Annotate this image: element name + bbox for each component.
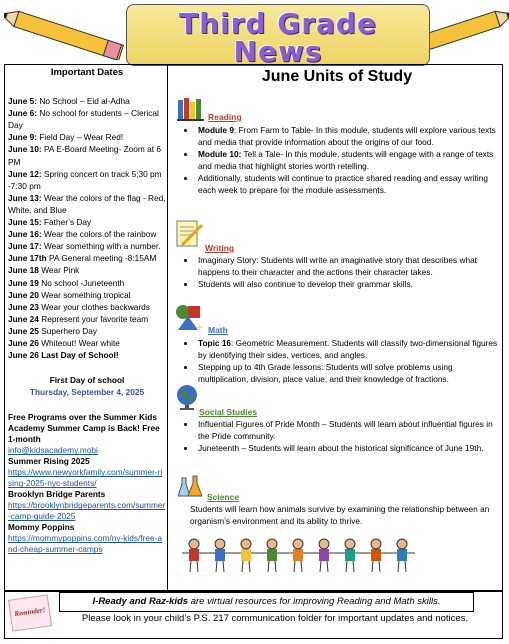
reading-list-wrap bbox=[178, 124, 500, 196]
dates-list bbox=[8, 95, 166, 361]
writing-list-wrap bbox=[178, 254, 500, 290]
science-heading: Science bbox=[207, 492, 240, 502]
summer-rising-label: Summer Rising 2025 bbox=[8, 456, 90, 467]
date-label: June 17th bbox=[8, 253, 47, 264]
mommy-poppins-link[interactable]: https://mommypoppins.com/ny-kids/free-and-cheap-summer-camps bbox=[8, 533, 163, 555]
bullet-bold: Topic 16 bbox=[198, 338, 232, 348]
bullet-text: Stepping up to 4th Grade lessons: Students will solve problems using multiplication, division, place value, and their knowledge of fractions. bbox=[198, 362, 453, 384]
math-section bbox=[208, 324, 228, 336]
svg-text:+: + bbox=[196, 323, 204, 332]
writing-list bbox=[178, 254, 500, 290]
math-heading: Math bbox=[208, 325, 228, 335]
date-text: Spring concert on track 5:30 pm -7:30 pm bbox=[8, 168, 162, 191]
reading-section bbox=[208, 111, 242, 123]
date-label: June 10: bbox=[8, 144, 42, 155]
bullet-text: : Geometric Measurement. Students will classify two-dimensional figures by identifying their sides, vertices, and angles. bbox=[198, 338, 498, 360]
programs-intro: Free Programs over the Summer Kids Academy Summer Camp is Back! Free 1-month bbox=[8, 412, 160, 445]
date-label: June 23 bbox=[8, 301, 39, 312]
date-text: Wear your clothes backwards bbox=[38, 301, 150, 312]
date-text: Field Day – Wear Red! bbox=[37, 132, 124, 143]
date-text: Wear the colors of the flag - Red, White, and Blue bbox=[8, 192, 166, 215]
units-title: June Units of Study bbox=[261, 68, 413, 85]
communication-folder-note: Please look in your child’s P.S. 217 communication folder for important updates and notices. bbox=[81, 613, 469, 624]
bullet-item: • Influential Figures of Pride Month – Students will learn about influential figures in the Pride community. bbox=[196, 418, 500, 442]
iready-notice bbox=[59, 592, 474, 612]
date-item bbox=[8, 143, 166, 167]
social-section bbox=[199, 406, 257, 418]
date-label: June 20 bbox=[8, 289, 39, 300]
bullet-item bbox=[196, 124, 500, 148]
social-list-wrap bbox=[178, 418, 500, 454]
date-text: Superhero Day bbox=[38, 325, 98, 336]
date-label: June 13: bbox=[8, 192, 42, 203]
date-item bbox=[8, 337, 166, 349]
bullet-bold: Module 10: bbox=[198, 149, 242, 159]
date-item bbox=[8, 349, 166, 361]
date-item bbox=[8, 216, 166, 228]
bullet-item: • Imaginary Story: Students will write an imaginative story that describes what happens to their character and the actions their character takes. bbox=[196, 254, 500, 278]
date-label: June 5: bbox=[8, 96, 38, 107]
date-label: June 17: bbox=[8, 241, 42, 252]
summer-rising-link[interactable]: https://www.newyorkfamily.com/summer-rising-2025-nyc-students/ bbox=[8, 467, 163, 489]
newsletter-banner bbox=[126, 4, 430, 66]
date-text: Wear Pink bbox=[38, 265, 80, 276]
pencil-left-icon bbox=[4, 10, 134, 65]
date-text: Last Day of School! bbox=[38, 350, 119, 361]
bullet-item bbox=[196, 337, 500, 361]
mommy-poppins-label: Mommy Poppins bbox=[8, 522, 75, 533]
math-blocks-icon bbox=[174, 302, 206, 337]
date-item bbox=[8, 264, 166, 276]
bullet-bold: Module 9 bbox=[198, 125, 234, 135]
date-text: No school -Juneteenth bbox=[38, 277, 125, 288]
date-text: No School – Eid al-Adha bbox=[37, 96, 130, 107]
bullet-item bbox=[196, 148, 500, 172]
bullet-item: • Juneteenth – Students will learn about the historical significance of June 19th. bbox=[196, 442, 500, 454]
date-item bbox=[8, 107, 166, 131]
important-dates-heading: Important Dates bbox=[50, 67, 124, 78]
reminder-note-icon: Reminder! bbox=[8, 594, 52, 631]
date-item bbox=[8, 277, 166, 289]
writing-heading: Writing bbox=[205, 243, 235, 253]
brooklyn-link[interactable]: https://brooklynbridgeparents.com/summer-camp-guide-2025 bbox=[8, 500, 166, 522]
social-heading: Social Studies bbox=[199, 407, 258, 417]
date-label: June 16: bbox=[8, 229, 42, 240]
banner-line-1: Third Grade bbox=[179, 7, 377, 40]
date-text: No school for students – Clerical Day bbox=[8, 108, 159, 131]
date-item bbox=[8, 192, 166, 216]
date-text: Whiteout! Wear white bbox=[38, 337, 120, 348]
reading-heading: Reading bbox=[208, 112, 242, 122]
bullet-item bbox=[196, 361, 500, 385]
kids-holding-hands-icon bbox=[182, 536, 432, 581]
date-text: Wear something tropical bbox=[38, 289, 131, 300]
globe-icon bbox=[174, 383, 200, 416]
date-item bbox=[8, 252, 166, 264]
bullet-text: Tell a Tale- In this module, students will engage with a range of texts and media that highlight stories worth retelling. bbox=[198, 149, 494, 171]
bullet-text: : From Farm to Table- In this module, students will explore various texts and media that provide information about the origins of our food. bbox=[198, 125, 496, 147]
date-label: June 6: bbox=[8, 108, 38, 119]
first-day-label: First Day of school bbox=[49, 375, 125, 386]
social-list bbox=[178, 418, 500, 454]
date-label: June 9: bbox=[8, 132, 38, 143]
bullet-item: • Students will also continue to develop their grammar skills. bbox=[196, 278, 500, 290]
date-label: June 26 bbox=[8, 350, 39, 361]
bullet-text: Additionally, students will continue to practice shared reading and essay writing each week to prepare for the module assessments. bbox=[198, 173, 488, 195]
date-label: June 24 bbox=[8, 313, 39, 324]
iready-rest: are virtual resources for improving Reading and Math skills. bbox=[188, 596, 441, 607]
kids-academy-email-link[interactable]: info@kidsacademy.mobi bbox=[8, 445, 98, 456]
date-item bbox=[8, 289, 166, 301]
date-label: June 19 bbox=[8, 277, 39, 288]
date-item bbox=[8, 240, 166, 252]
column-divider bbox=[167, 64, 168, 591]
brooklyn-label: Brooklyn Bridge Parents bbox=[8, 489, 106, 500]
date-text: Represent your favorite team bbox=[38, 313, 149, 324]
date-text: Father’s Day bbox=[41, 217, 92, 228]
important-dates-column bbox=[8, 67, 166, 555]
date-text: PA E-Board Meeting- Zoom at 6 PM bbox=[8, 144, 161, 167]
iready-bold: I-Ready and Raz-kids bbox=[92, 596, 189, 607]
date-label: June 12: bbox=[8, 168, 42, 179]
science-section bbox=[207, 491, 239, 503]
date-text: Wear something with a number. bbox=[41, 241, 161, 252]
first-day-date: Thursday, September 4, 2025 bbox=[29, 387, 145, 398]
date-label: June 26 bbox=[8, 337, 39, 348]
reading-list bbox=[178, 124, 500, 196]
math-list-wrap bbox=[178, 337, 500, 385]
reading-books-icon bbox=[176, 96, 206, 127]
date-label: June 15: bbox=[8, 217, 42, 228]
date-item bbox=[8, 95, 166, 107]
date-label: June 18 bbox=[8, 265, 39, 276]
date-item bbox=[8, 313, 166, 325]
date-item bbox=[8, 301, 166, 313]
science-text: Students will learn how animals survive by examining the relationship between an organism’s environment and its ability to thrive. bbox=[190, 504, 490, 526]
writing-paper-icon bbox=[174, 219, 204, 254]
date-item bbox=[8, 131, 166, 143]
bullet-item bbox=[196, 172, 500, 196]
banner-line-2: News bbox=[233, 35, 323, 68]
date-item bbox=[8, 228, 166, 240]
writing-section bbox=[205, 242, 234, 254]
date-text: PA General meeting -8:15AM bbox=[46, 253, 157, 264]
date-label: June 25 bbox=[8, 325, 39, 336]
science-flasks-icon bbox=[178, 474, 204, 503]
date-item bbox=[8, 325, 166, 337]
date-item bbox=[8, 168, 166, 192]
date-text: Wear the colors of the rainbow bbox=[41, 229, 157, 240]
math-list bbox=[178, 337, 500, 385]
